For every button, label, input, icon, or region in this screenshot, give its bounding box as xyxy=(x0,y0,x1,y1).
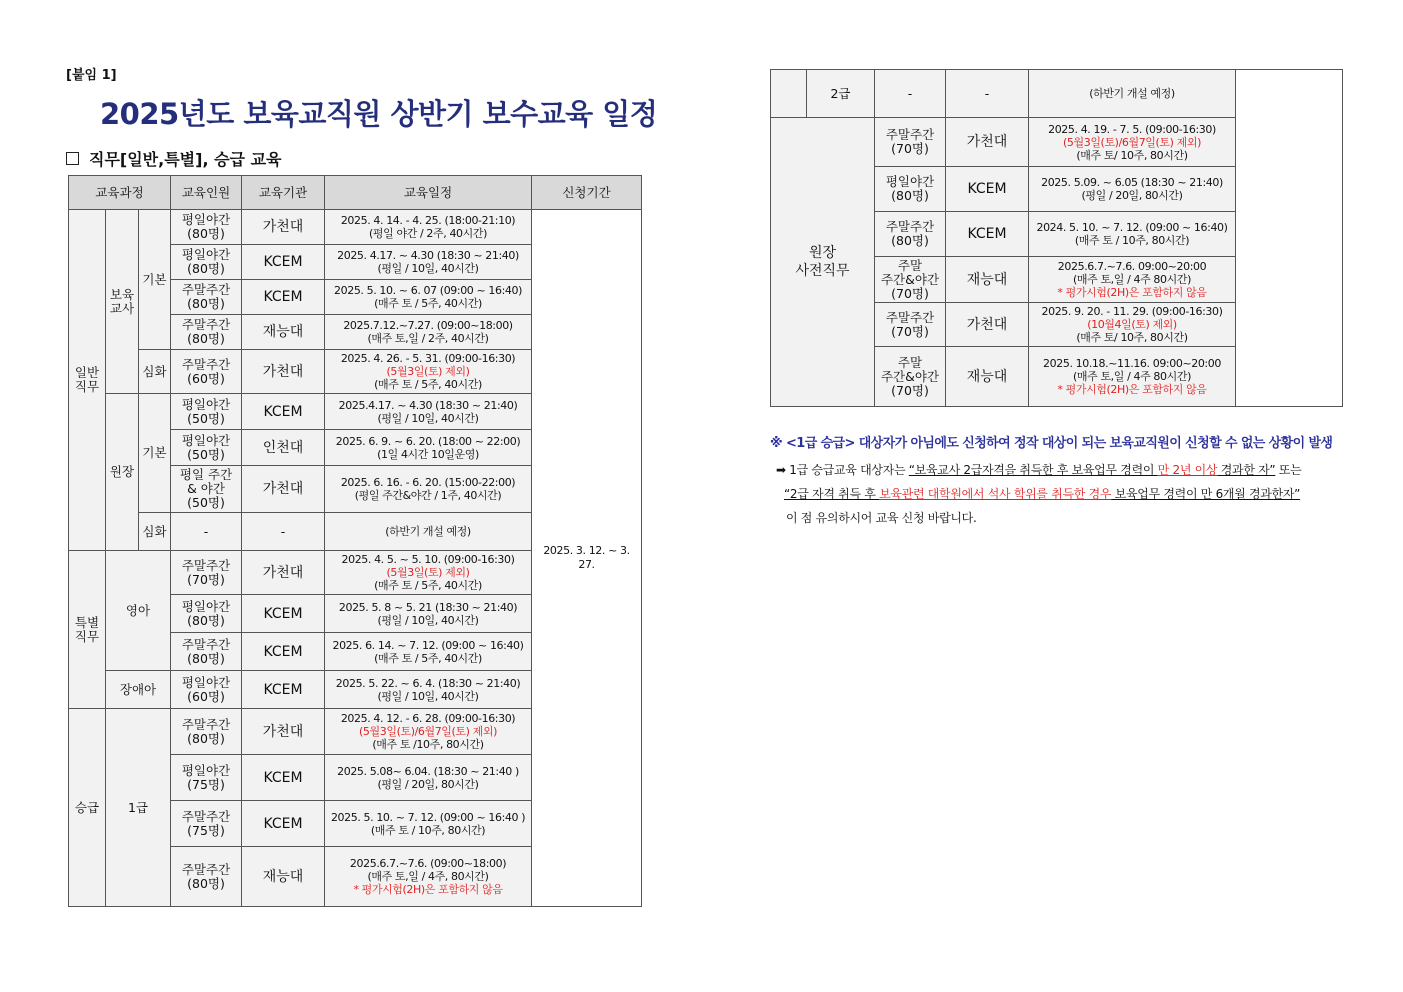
schedule-cell: 2025. 5. 10. ~ 6. 07 (09:00 ~ 16:40) (매주 토 / 5주, 40시간) xyxy=(325,280,532,315)
group-basic: 기본 xyxy=(139,210,171,350)
schedule-cell: 2024. 5. 10. ~ 7. 12. (09:00 ~ 16:40) (매주 토 / 10주, 80시간) xyxy=(1029,212,1236,257)
group-advanced: 심화 xyxy=(139,513,171,551)
group-special: 특별 직무 xyxy=(69,551,106,709)
schedule-cell: 2025. 6. 9. ~ 6. 20. (18:00 ~ 22:00) (1일 4시간 10일운영) xyxy=(325,430,532,466)
table-row xyxy=(771,70,1343,118)
org-cell: KCEM xyxy=(242,801,325,847)
people-cell: 평일야간 (80명) xyxy=(171,595,242,633)
schedule-cell: 2025. 4.17. ~ 4.30 (18:30 ~ 21:40) (평일 / 10일, 40시간) xyxy=(325,245,532,280)
org-cell: KCEM xyxy=(242,595,325,633)
warning-note: ※ <1급 승급> 대상자가 아님에도 신청하여 정작 대상이 되는 보육교직원이 신청할 수 없는 상황이 발생 xyxy=(770,436,1333,451)
org-cell: 재능대 xyxy=(242,315,325,350)
people-cell: 평일야간 (80명) xyxy=(875,167,946,212)
schedule-cell: 2025. 6. 14. ~ 7. 12. (09:00 ~ 16:40) (매주 토 / 5주, 40시간) xyxy=(325,633,532,671)
org-cell: KCEM xyxy=(242,245,325,280)
header-course: 교육과정 xyxy=(69,176,171,210)
group-infant: 영아 xyxy=(106,551,171,671)
org-cell: KCEM xyxy=(242,394,325,430)
page-title: 2025년도 보육교직원 상반기 보수교육 일정 xyxy=(100,97,658,131)
people-cell: 주말주간 (80명) xyxy=(171,633,242,671)
schedule-cell: (하반기 개설 예정) xyxy=(325,513,532,551)
people-cell: 주말 주간&야간 (70명) xyxy=(875,347,946,407)
group-teacher: 보육 교사 xyxy=(106,210,139,394)
people-cell: 주말주간 (80명) xyxy=(171,280,242,315)
apply-period-continued xyxy=(1236,70,1343,407)
people-cell: - xyxy=(171,513,242,551)
schedule-cell: 2025. 4. 5. ~ 5. 10. (09:00-16:30) (5월3일(토) 제외) (매주 토 / 5주, 40시간) xyxy=(325,551,532,595)
eligibility-line-1: ➡ 1급 승급교육 대상자는 “보육교사 2급자격을 취득한 후 보육업무 경력이 만 2년 이상 경과한 자” 또는 xyxy=(776,463,1302,477)
schedule-cell: 2025. 10.18.~11.16. 09:00~20:00 (매주 토,일 / 4주 80시간) * 평가시험(2H)은 포함하지 않음 xyxy=(1029,347,1236,407)
people-cell: 주말주간 (75명) xyxy=(171,801,242,847)
people-cell: 주말주간 (70명) xyxy=(875,118,946,167)
org-cell: - xyxy=(242,513,325,551)
schedule-table-right xyxy=(770,69,1343,407)
people-cell: 평일야간 (60명) xyxy=(171,671,242,709)
org-cell: 가천대 xyxy=(242,210,325,245)
org-cell: 가천대 xyxy=(242,350,325,394)
attachment-label: [붙임 1] xyxy=(66,68,117,83)
org-cell: 가천대 xyxy=(242,466,325,513)
org-cell: 가천대 xyxy=(946,303,1029,347)
schedule-cell: 2025. 6. 16. - 6. 20. (15:00-22:00) (평일 주간&야간 / 1주, 40시간) xyxy=(325,466,532,513)
checkbox-square-icon xyxy=(66,152,79,165)
schedule-cell: 2025. 4. 19. - 7. 5. (09:00-16:30) (5월3일(토)/6월7일(토) 제외) (매주 토/ 10주, 80시간) xyxy=(1029,118,1236,167)
people-cell: 평일야간 (80명) xyxy=(171,210,242,245)
people-cell: 주말주간 (70명) xyxy=(875,303,946,347)
org-cell: KCEM xyxy=(242,633,325,671)
people-cell: 평일야간 (50명) xyxy=(171,430,242,466)
people-cell: 주말주간 (80명) xyxy=(171,847,242,907)
people-cell: 주말주간 (60명) xyxy=(171,350,242,394)
group-grade2: 2급 xyxy=(807,70,875,118)
schedule-cell: 2025. 5. 10. ~ 7. 12. (09:00 ~ 16:40 ) (매주 토 / 10주, 80시간) xyxy=(325,801,532,847)
people-cell: 주말주간 (80명) xyxy=(171,315,242,350)
people-cell: - xyxy=(875,70,946,118)
table-header-row xyxy=(69,176,642,210)
schedule-cell: 2025. 9. 20. - 11. 29. (09:00-16:30) (10월4일(토) 제외) (매주 토/ 10주, 80시간) xyxy=(1029,303,1236,347)
schedule-cell: 2025.6.7.~7.6. 09:00~20:00 (매주 토,일 / 4주 80시간) * 평가시험(2H)은 포함하지 않음 xyxy=(1029,257,1236,303)
people-cell: 주말주간 (80명) xyxy=(875,212,946,257)
org-cell: - xyxy=(946,70,1029,118)
org-cell: KCEM xyxy=(242,671,325,709)
people-cell: 평일야간 (50명) xyxy=(171,394,242,430)
group-general: 일반 직무 xyxy=(69,210,106,551)
people-cell: 주말 주간&야간 (70명) xyxy=(875,257,946,303)
schedule-cell: 2025.7.12.~7.27. (09:00~18:00) (매주 토,일 / 2주, 40시간) xyxy=(325,315,532,350)
schedule-cell: 2025. 5. 22. ~ 6. 4. (18:30 ~ 21:40) (평일 / 10일, 40시간) xyxy=(325,671,532,709)
org-cell: KCEM xyxy=(242,280,325,315)
group-grade1: 1급 xyxy=(106,709,171,907)
people-cell: 주말주간 (80명) xyxy=(171,709,242,755)
schedule-cell: 2025. 5.09. ~ 6.05 (18:30 ~ 21:40) (평일 / 20일, 80시간) xyxy=(1029,167,1236,212)
org-cell: KCEM xyxy=(946,212,1029,257)
schedule-cell: 2025.4.17. ~ 4.30 (18:30 ~ 21:40) (평일 / 10일, 40시간) xyxy=(325,394,532,430)
section-heading-text: 직무[일반,특별], 승급 교육 xyxy=(89,150,282,169)
table-row xyxy=(69,210,642,245)
group-pre-director: 원장 사전직무 xyxy=(771,118,875,407)
schedule-cell: 2025.6.7.~7.6. (09:00~18:00) (매주 토,일 / 4주, 80시간) * 평가시험(2H)은 포함하지 않음 xyxy=(325,847,532,907)
header-apply: 신청기간 xyxy=(532,176,642,210)
group-director: 원장 xyxy=(106,394,139,551)
schedule-cell: 2025. 4. 14. - 4. 25. (18:00-21:10) (평일 야간 / 2주, 40시간) xyxy=(325,210,532,245)
people-cell: 평일야간 (75명) xyxy=(171,755,242,801)
header-schedule: 교육일정 xyxy=(325,176,532,210)
schedule-cell: (하반기 개설 예정) xyxy=(1029,70,1236,118)
group-disabled: 장애아 xyxy=(106,671,171,709)
group-promotion: 승급 xyxy=(69,709,106,907)
people-cell: 주말주간 (70명) xyxy=(171,551,242,595)
org-cell: 가천대 xyxy=(946,118,1029,167)
org-cell: 재능대 xyxy=(946,257,1029,303)
schedule-table-left xyxy=(68,175,642,907)
people-cell: 평일야간 (80명) xyxy=(171,245,242,280)
header-people: 교육인원 xyxy=(171,176,242,210)
org-cell: 가천대 xyxy=(242,551,325,595)
org-cell: 가천대 xyxy=(242,709,325,755)
org-cell: KCEM xyxy=(242,755,325,801)
group-basic: 기본 xyxy=(139,394,171,513)
schedule-cell: 2025. 5.08~ 6.04. (18:30 ~ 21:40 ) (평일 / 20일, 80시간) xyxy=(325,755,532,801)
eligibility-note xyxy=(776,458,1301,530)
org-cell: 재능대 xyxy=(242,847,325,907)
eligibility-line-3: 이 점 유의하시어 교육 신청 바랍니다. xyxy=(786,511,977,525)
schedule-cell: 2025. 4. 26. - 5. 31. (09:00-16:30) (5월3일(토) 제외) (매주 토 / 5주, 40시간) xyxy=(325,350,532,394)
section-heading xyxy=(66,147,281,170)
schedule-cell: 2025. 5. 8 ~ 5. 21 (18:30 ~ 21:40) (평일 / 10일, 40시간) xyxy=(325,595,532,633)
apply-period: 2025. 3. 12. ~ 3. 27. xyxy=(532,210,642,907)
org-cell: 인천대 xyxy=(242,430,325,466)
schedule-cell: 2025. 4. 12. - 6. 28. (09:00-16:30) (5월3일(토)/6월7일(토) 제외) (매주 토 /10주, 80시간) xyxy=(325,709,532,755)
people-cell: 평일 주간 & 야간 (50명) xyxy=(171,466,242,513)
eligibility-line-2: “2급 자격 취득 후 보육관련 대학원에서 석사 학위를 취득한 경우 보육업무 경력이 만 6개월 경과한자” xyxy=(784,487,1301,501)
org-cell: 재능대 xyxy=(946,347,1029,407)
org-cell: KCEM xyxy=(946,167,1029,212)
header-org: 교육기관 xyxy=(242,176,325,210)
group-advanced: 심화 xyxy=(139,350,171,394)
